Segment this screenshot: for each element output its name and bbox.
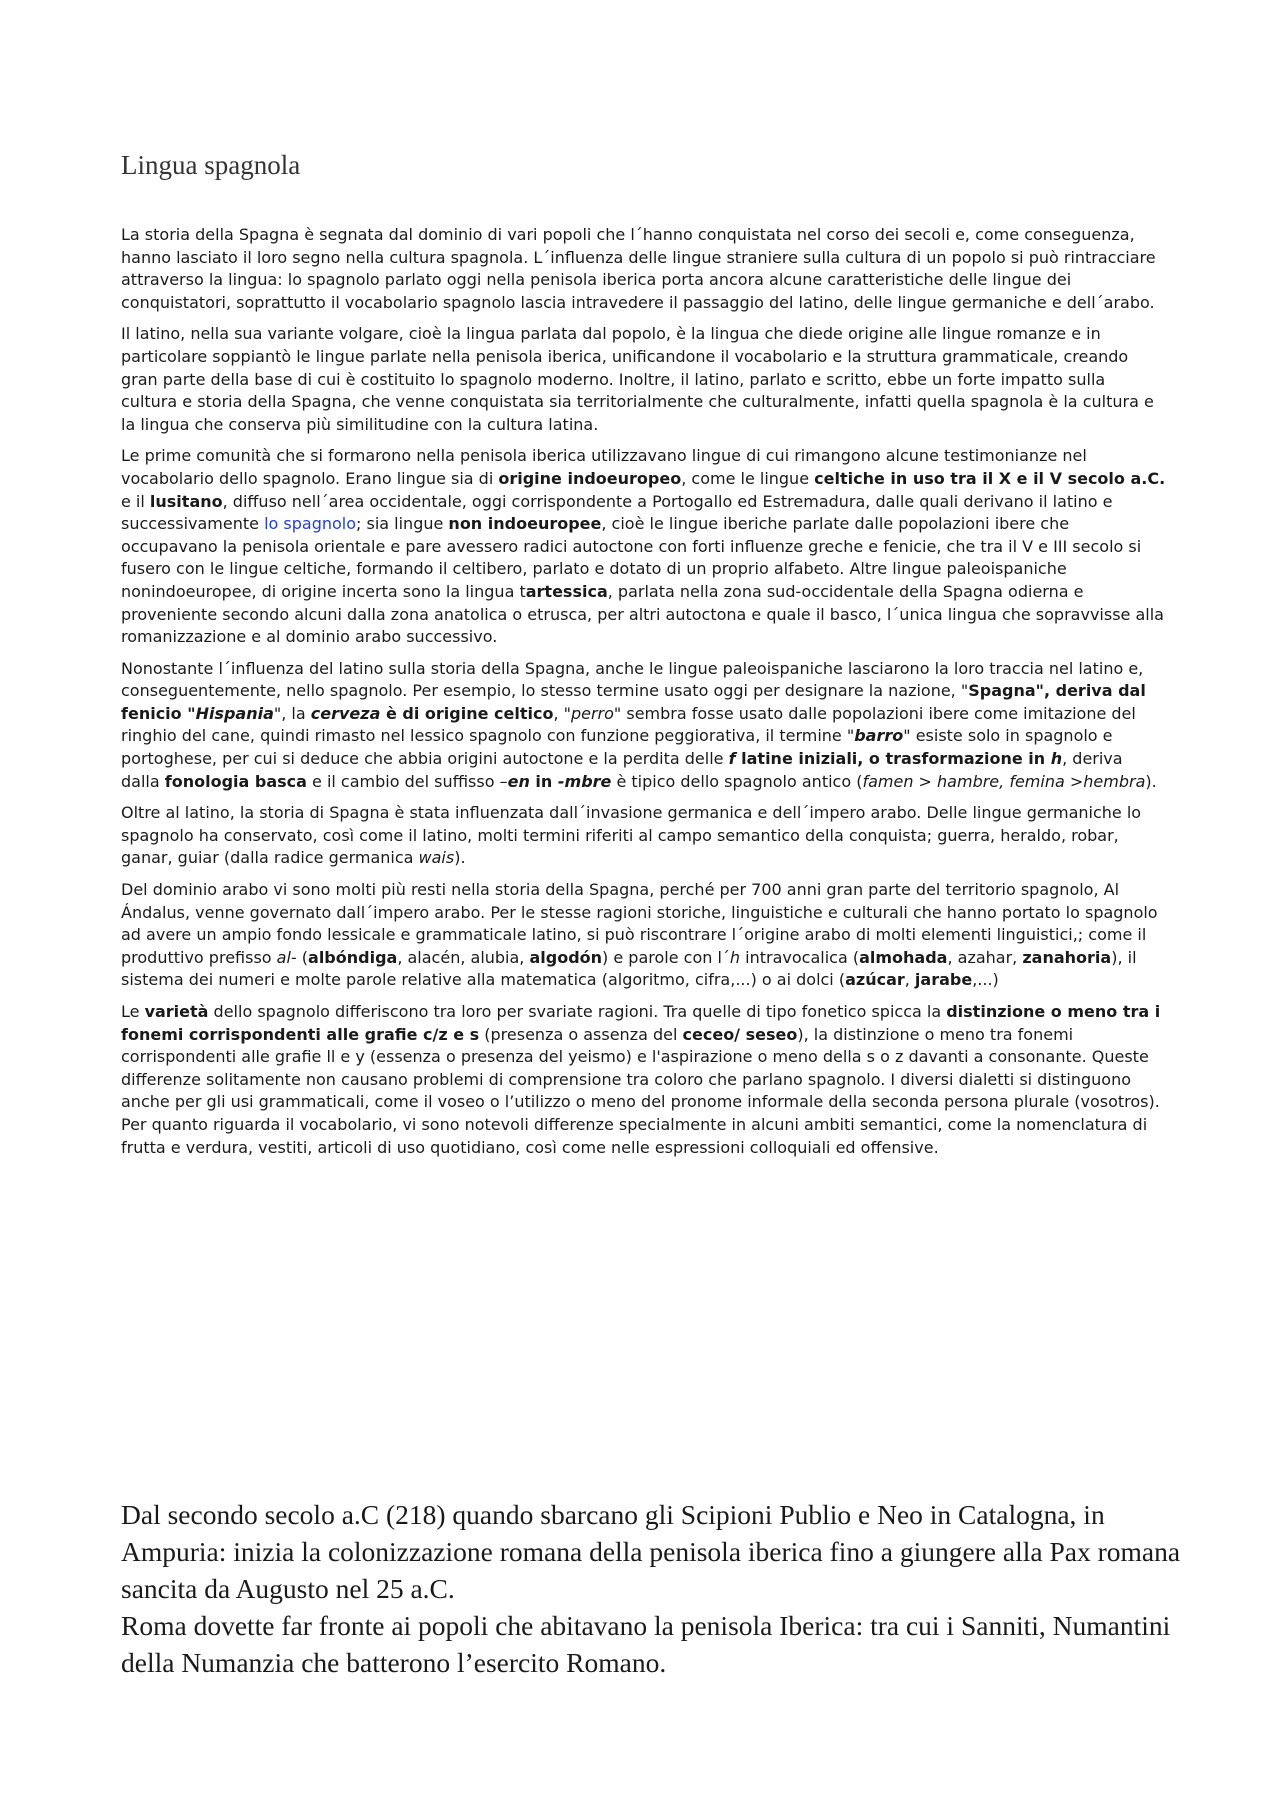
text: ). — [1145, 771, 1157, 791]
italic-term: perro — [570, 703, 614, 723]
text: , cioè le lingue iberiche parlate dalle popolazioni ibere che occupavano la penisola orientale e pare avessero radici autoctone con forti influenze greche e fenicie, che tra il V e III secolo si fusero con le lingue celtiche, formando il celtibero, parlato e dotato di un proprio alfabeto. Altre lingue paleoispaniche nonindoeuropee, di origine incerta sono la lingua t — [121, 514, 1142, 601]
bold-term: almohada — [859, 947, 948, 967]
bold-term: in — [529, 771, 558, 791]
text: , parlata nella zona sud-occidentale della Spagna odierna e proveniente secondo alcuni dalla zona anatolica o etrusca, per altri autoctona e quale il basco, l´unica lingua che sopravvisse alla romanizzazione e al dominio arabo successivo. — [121, 581, 1164, 647]
bold-term: origine indoeuropeo — [498, 468, 682, 488]
page-title: Lingua spagnola — [121, 150, 301, 180]
closing-line-2: Roma dovette far fronte ai popoli che abitavano la penisola Iberica: tra cui i Sanniti, Numantini della Numanzia che batterono l’esercito Romano. — [121, 1610, 1171, 1678]
bold-term: lusitano — [149, 491, 223, 511]
italic-term: al- — [276, 947, 297, 967]
text: , diffuso nell´area occidentale, oggi corrispondente a Portogallo ed Estremadura, dalle quali derivano il latino e successivamente — [121, 491, 1113, 534]
text: ( — [296, 947, 309, 967]
paragraph-paleohispanic — [121, 658, 1166, 794]
bold-term: jarabe — [914, 970, 973, 990]
text: è tipico dello spagnolo antico ( — [611, 771, 863, 791]
text: ,...) — [972, 970, 999, 990]
bold-italic-term: f — [728, 749, 736, 769]
bold-term: è di origine celtico — [380, 703, 554, 723]
bold-term: varietà — [144, 1002, 209, 1021]
paragraph-varieties — [121, 1001, 1166, 1159]
bold-italic-term: Hispania — [195, 703, 274, 723]
text: " esiste solo in spagnolo e portoghese, per cui si deduce che abbia origini autoctone e la perdita delle — [121, 726, 1113, 769]
italic-term: wais — [418, 848, 455, 868]
text: ", la — [273, 703, 311, 723]
paragraph-first-communities — [121, 445, 1166, 648]
text: intravocalica ( — [740, 947, 860, 967]
closing-line-1: Dal secondo secolo a.C (218) quando sbarcano gli Scipioni Publio e Neo in Catalogna, in Ampuria: inizia la colonizzazione romana della penisola iberica fino a giungere alla Pax romana sancita da Augusto nel 25 a.C. — [121, 1499, 1181, 1604]
bold-term: albóndiga — [308, 947, 398, 967]
bold-term: ceceo/ seseo — [682, 1024, 798, 1044]
text: (presenza o assenza del — [479, 1024, 683, 1044]
text: ), la distinzione o meno tra fonemi corrispondenti alle grafie ll e y (essenza o presenza del yeismo) e l'aspirazione o meno della s o z davanti a consonante. Queste differenze solitamente non causano problemi di comprensione tra coloro che parlano spagnolo. I diversi dialetti si distinguono anche per gli usi grammaticali, come il voseo o l’utilizzo o meno del pronome informale della seconda persona plurale (vosotros). Per quanto riguarda il vocabolario, vi sono notevoli differenze specialmente in alcuni ambiti semantici, come la nomenclatura di frutta e verdura, vestiti, articoli di uso quotidiano, così come nelle espressioni colloquiali ed offensive. — [121, 1024, 1160, 1157]
closing-notes — [121, 1496, 1181, 1681]
text: , deriva dalla — [121, 749, 1123, 791]
spanish-language-link[interactable]: lo spagnolo — [264, 514, 357, 534]
italic-term: h — [729, 947, 741, 967]
text: , come le lingue — [681, 468, 815, 488]
text: ), il sistema dei numeri e molte parole relative alla matematica (algoritmo, cifra,...) o ai dolci ( — [121, 947, 1137, 990]
text: , " — [553, 703, 571, 723]
text: Nonostante l´influenza del latino sulla storia della Spagna, anche le lingue paleoispaniche lasciarono la loro traccia nel latino e, conseguentemente, nello spagnolo. Per esempio, lo stesso termine usato oggi per designare la nazione, " — [121, 658, 1144, 701]
italic-term: famen > hambre, femina >hembra — [862, 771, 1146, 791]
bold-term: latine iniziali, o trasformazione in — [735, 749, 1051, 769]
text: , — [904, 970, 915, 990]
text: e il — [121, 491, 150, 511]
text: Le prime comunità che si formarono nella penisola iberica utilizzavano lingue di cui rimangono alcune testimonianze nel vocabolario dello spagnolo. Erano lingue sia di — [121, 446, 1087, 488]
bold-italic-term: -mbre — [557, 771, 612, 791]
text: dello spagnolo differiscono tra loro per svariate ragioni. Tra quelle di tipo fonetico spicca la — [208, 1002, 947, 1021]
text: ). — [454, 848, 466, 868]
text: " sembra fosse usato dalle popolazioni ibere come imitazione del ringhio del cane, quindi rimasto nel lessico spagnolo con funzione peggiorativa, il termine " — [121, 703, 1136, 746]
text: Del dominio arabo vi sono molti più resti nella storia della Spagna, perché per 700 anni gran parte del territorio spagnolo, Al Ándalus, venne governato dall´impero arabo. Per le stesse ragioni storiche, linguistiche e culturali che hanno portato lo spagnolo ad avere un ampio fondo lessicale e grammaticale latino, si può riscontrare l´origine arabo di molti elementi linguistici,; come il produttivo prefisso — [121, 880, 1158, 967]
paragraph-intro: La storia della Spagna è segnata dal dominio di vari popoli che l´hanno conquistata nel corso dei secoli e, come conseguenza, hanno lasciato il loro segno nella cultura spagnola. L´influenza delle lingue straniere sulla cultura di un popolo si può rintracciare attraverso la lingua: lo spagnolo parlato oggi nella penisola iberica porta ancora alcune caratteristiche delle lingue dei conquistatori, soprattutto il vocabolario spagnolo lascia intravedere il passaggio del latino, delle lingue germaniche e dell´arabo. — [121, 225, 1156, 312]
bold-term: zanahoria — [1022, 947, 1112, 967]
text: Oltre al latino, la storia di Spagna è stata influenzata dall´invasione germanica e dell´impero arabo. Delle lingue germaniche lo spagnolo ha conservato, così come il latino, molti termini riferiti al campo semantico della conquista; guerra, heraldo, robar, ganar, guiar (dalla radice germanica — [121, 803, 1142, 868]
text: , azahar, — [947, 947, 1023, 967]
paragraph-germanic — [121, 802, 1166, 870]
paragraph-latin: Il latino, nella sua variante volgare, cioè la lingua parlata dal popolo, è la lingua che diede origine alle lingue romanze e in particolare soppiantò le lingue parlate nella penisola iberica, unificandone il vocabolario e la struttura grammaticale, creando gran parte della base di cui è costituito lo spagnolo moderno. Inoltre, il latino, parlato e scritto, ebbe un forte impatto sulla cultura e storia della Spagna, che venne conquistata sia territorialmente che culturalmente, infatti quella spagnola è la cultura e la lingua che conserva più similitudine con la cultura latina. — [121, 324, 1154, 434]
bold-italic-term: cerveza — [310, 703, 381, 723]
text: e il cambio del suffisso – — [306, 771, 508, 791]
bold-term: algodón — [529, 947, 603, 967]
text: ) e parole con l´ — [602, 947, 730, 967]
bold-term: Spagna", deriva dal fenicio " — [121, 681, 1146, 723]
bold-term: fonologia basca — [164, 771, 307, 791]
bold-italic-term: h — [1050, 749, 1063, 769]
bold-italic-term: en — [507, 771, 530, 791]
text: Le — [121, 1002, 145, 1021]
bold-italic-term: barro — [854, 726, 904, 746]
text: , alacén, alubia, — [397, 947, 530, 967]
bold-term: non indoeuropee — [448, 514, 602, 534]
bold-term: azúcar — [845, 970, 905, 990]
bold-term: distinzione o meno tra i fonemi corrispondenti alle grafie c/z e s — [121, 1002, 1161, 1044]
bold-term: artessica — [525, 581, 608, 601]
paragraph-arabic — [121, 879, 1166, 992]
text: ; sia lingue — [356, 514, 449, 534]
article-body — [121, 224, 1166, 1168]
bold-term: celtiche in uso tra il X e il V secolo a.C. — [814, 468, 1166, 488]
